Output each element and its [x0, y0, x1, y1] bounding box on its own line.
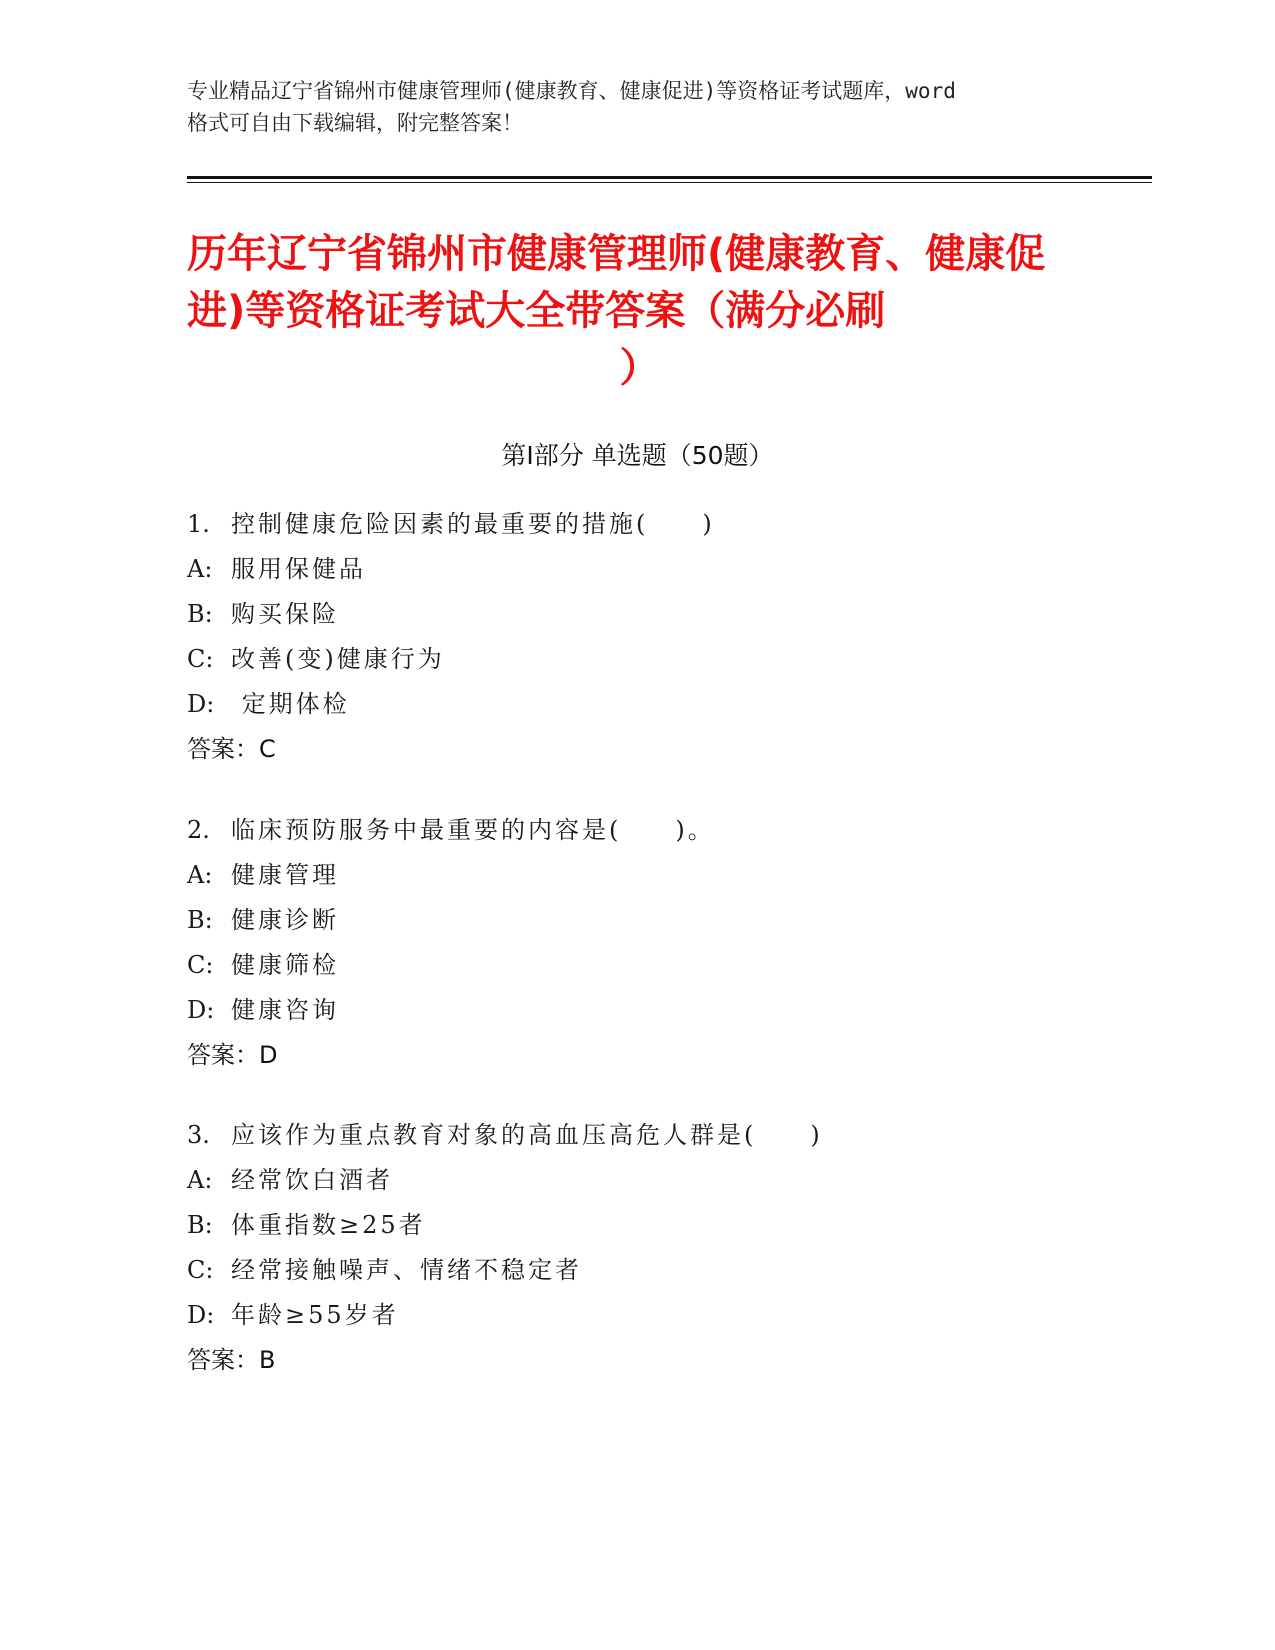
answer-line: 答案：C [187, 735, 276, 763]
question-2 [187, 808, 1147, 1078]
option-b [187, 592, 1147, 637]
option-text: 定期体检 [231, 690, 350, 718]
question-stem [187, 808, 1147, 853]
option-text: 健康管理 [231, 861, 339, 889]
section-heading: 第Ⅰ部分 单选题（50题） [501, 441, 774, 470]
option-label: B: [187, 600, 213, 628]
option-c [187, 637, 1147, 682]
option-d [187, 988, 1147, 1033]
option-label: C: [187, 1256, 214, 1284]
option-label: D: [187, 996, 215, 1024]
option-label: A: [187, 861, 213, 889]
option-text: 购买保险 [231, 600, 339, 628]
header-note-line-2: 格式可自由下载编辑，附完整答案！ [187, 111, 523, 135]
option-text: 健康筛检 [231, 951, 339, 979]
option-label: D: [187, 690, 215, 718]
option-b [187, 898, 1147, 943]
option-label: B: [187, 1211, 213, 1239]
document-title [187, 226, 1092, 391]
option-text: 经常接触噪声、情绪不稳定者 [231, 1256, 582, 1284]
option-label: C: [187, 951, 214, 979]
question-3 [187, 1113, 1147, 1383]
option-text: 健康诊断 [231, 906, 339, 934]
header-divider-thick [187, 176, 1152, 179]
option-c [187, 1248, 1147, 1293]
answer-line: 答案：B [187, 1346, 276, 1374]
header-divider-thin [187, 182, 1152, 183]
option-label: B: [187, 906, 213, 934]
option-c [187, 943, 1147, 988]
question-stem [187, 1113, 1147, 1158]
option-text: 体重指数≥25者 [231, 1211, 426, 1239]
answer-line: 答案：D [187, 1041, 278, 1069]
option-a [187, 853, 1147, 898]
header-note [187, 75, 1087, 139]
option-text: 经常饮白酒者 [231, 1166, 393, 1194]
question-text: 控制健康危险因素的最重要的措施( ) [231, 510, 715, 538]
option-a [187, 1158, 1147, 1203]
header-note-line-1: 专业精品辽宁省锦州市健康管理师(健康教育、健康促进)等资格证考试题库，word [187, 79, 956, 103]
question-stem [187, 502, 1147, 547]
option-text: 改善(变)健康行为 [231, 645, 445, 673]
question-number: 1. [187, 510, 210, 538]
question-number: 2. [187, 816, 210, 844]
document-title-main: 历年辽宁省锦州市健康管理师(健康教育、健康促进)等资格证考试大全带答案（满分必刷 [187, 231, 1046, 334]
option-label: D: [187, 1301, 215, 1329]
question-text: 临床预防服务中最重要的内容是( )。 [231, 816, 715, 844]
question-1 [187, 502, 1147, 772]
option-text: 年龄≥55岁者 [231, 1301, 399, 1329]
option-label: A: [187, 1166, 213, 1194]
option-b [187, 1203, 1147, 1248]
option-d [187, 1293, 1147, 1338]
option-label: A: [187, 555, 213, 583]
option-text: 健康咨询 [231, 996, 339, 1024]
option-label: C: [187, 645, 214, 673]
document-title-tail: ） [619, 345, 660, 391]
question-number: 3. [187, 1121, 210, 1149]
question-text: 应该作为重点教育对象的高血压高危人群是( ) [231, 1121, 823, 1149]
option-text: 服用保健品 [231, 555, 366, 583]
option-d [187, 682, 1147, 727]
option-a [187, 547, 1147, 592]
